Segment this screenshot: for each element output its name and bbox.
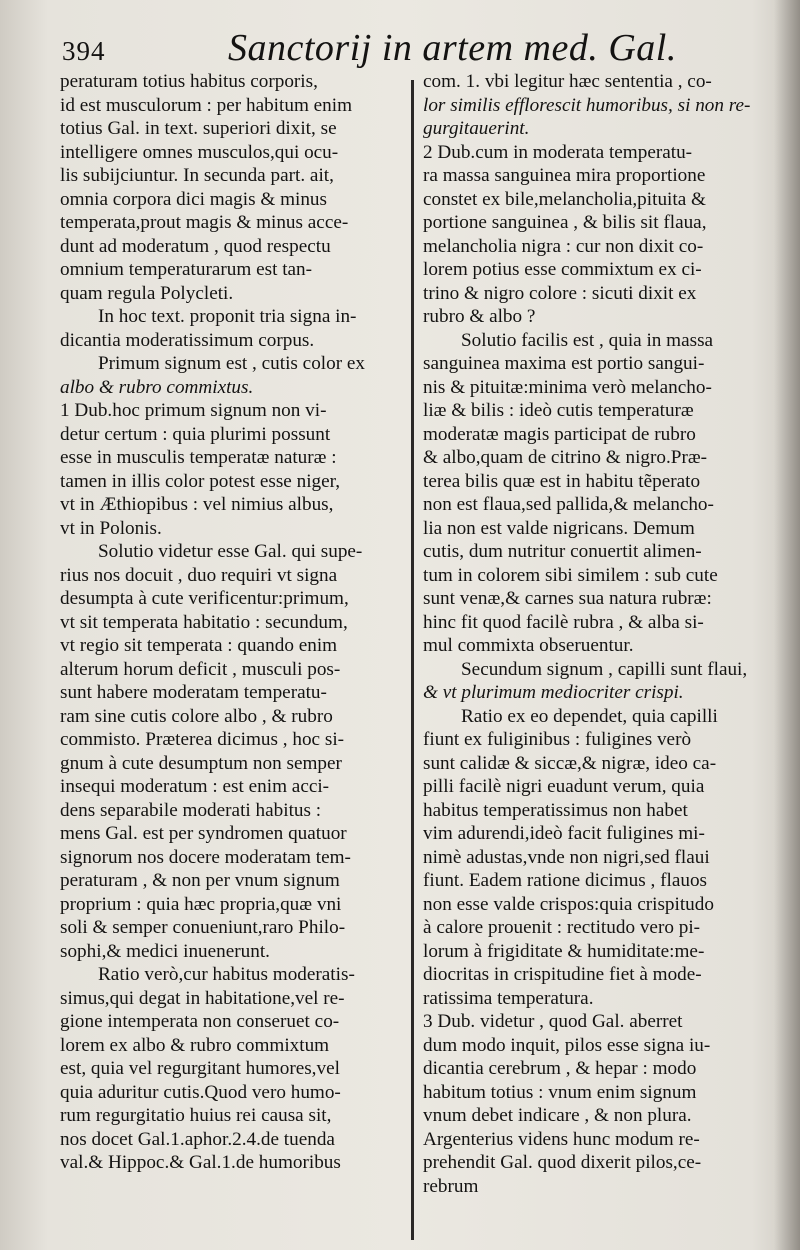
text-line: vt sit temperata habitatio : secundum,	[60, 611, 348, 633]
text-line: commisto. Præterea dicimus , hoc si-	[60, 729, 345, 750]
text-line: 2 Dub.cum in moderata temperatu-	[423, 141, 693, 163]
text-line: 1 Dub.hoc primum signum non vi-	[60, 400, 327, 421]
text-line: moderatæ magis participat de rubro	[423, 423, 696, 445]
text-line: rebrum	[423, 1175, 479, 1197]
text-line: lorem ex albo & rubro commixtum	[60, 1034, 330, 1056]
text-line: habitus temperatissimus non habet	[423, 799, 688, 821]
text-line: rubro & albo ?	[423, 306, 536, 327]
running-title: Sanctorij in artem med. Gal.	[228, 27, 677, 69]
text-line: diocritas in crispitudine fiet à mode-	[423, 964, 702, 985]
text-line: Secundum signum , capilli sunt flaui,	[461, 658, 748, 680]
text-line: dens separabile moderati habitus :	[60, 799, 322, 821]
text-line: Ratio ex eo dependet, quia capilli	[461, 705, 718, 727]
text-line: tum in colorem sibi similem : sub cute	[423, 564, 718, 586]
text-line: nimè adustas,vnde non nigri,sed flaui	[423, 846, 710, 868]
text-line: Solutio facilis est , quia in massa	[461, 329, 714, 351]
text-line: ram sine cutis colore albo , & rubro	[60, 705, 333, 727]
text-line: desumpta à cute verificentur:primum,	[60, 588, 349, 609]
text-line: detur certum : quia plurimi possunt	[60, 423, 331, 445]
text-line: rius nos docuit , duo requiri vt signa	[60, 564, 338, 586]
text-line: Argenterius videns hunc modum re-	[423, 1128, 700, 1150]
text-line: tamen in illis color potest esse niger,	[60, 470, 341, 492]
text-line: id est musculorum : per habitum enim	[60, 94, 353, 116]
text-line: est, quia vel regurgitant humores,vel	[60, 1058, 340, 1079]
text-line: mul commixta obseruentur.	[423, 635, 634, 656]
text-line: lorem potius esse commixtum ex ci-	[423, 259, 702, 280]
text-line: peraturam totius habitus corporis,	[60, 71, 318, 92]
text-line: intelligere omnes musculos,qui ocu-	[60, 141, 339, 163]
text-line: simus,qui degat in habitatione,vel re-	[60, 987, 345, 1009]
text-line: temperata,prout magis & minus acce-	[60, 212, 349, 233]
text-line: gnum à cute desumptum non semper	[60, 752, 342, 774]
text-line: lorum à frigiditate & humiditate:me-	[423, 940, 705, 962]
text-line: & vt plurimum mediocriter crispi.	[423, 682, 684, 703]
text-line: dicantia cerebrum , & hepar : modo	[423, 1058, 697, 1079]
text-line: albo & rubro commixtus.	[60, 376, 254, 398]
text-line: dicantia moderatissimum corpus.	[60, 329, 315, 351]
text-line: constet ex bile,melancholia,pituita &	[423, 188, 706, 210]
right-column	[423, 70, 769, 1198]
column-divider	[411, 80, 414, 1240]
text-line: prehendit Gal. quod dixerit pilos,ce-	[423, 1152, 702, 1173]
text-line: lis subijciuntur. In secunda part. ait,	[60, 165, 334, 186]
text-line: soli & semper conueniunt,raro Philo-	[60, 917, 346, 938]
text-line: quam regula Polycleti.	[60, 282, 234, 304]
text-line: com. 1. vbi legitur hæc sententia , co-	[423, 71, 712, 92]
text-line: mens Gal. est per syndromen quatuor	[60, 823, 347, 844]
text-line: Primum signum est , cutis color ex	[98, 353, 366, 374]
text-line: Solutio videtur esse Gal. qui supe-	[98, 541, 363, 562]
text-line: ratissima temperatura.	[423, 987, 594, 1009]
text-line: ra massa sanguinea mira proportione	[423, 165, 706, 186]
text-line: omnium temperaturarum est tan-	[60, 259, 313, 280]
text-line: terea bilis quæ est in habitu tẽperato	[423, 470, 701, 492]
text-line: nos docet Gal.1.aphor.2.4.de tuenda	[60, 1128, 335, 1150]
text-line: melancholia nigra : cur non dixit co-	[423, 235, 704, 257]
text-line: cutis, dum nutritur conuertit alimen-	[423, 541, 702, 562]
text-line: signorum nos docere moderatam tem-	[60, 846, 351, 868]
page-header	[0, 0, 800, 80]
text-line: vt regio sit temperata : quando enim	[60, 635, 338, 656]
text-line: sunt venæ,& carnes sua natura rubræ:	[423, 588, 712, 609]
text-line: lor similis efflorescit humoribus, si non re-	[423, 94, 751, 116]
text-line: & albo,quam de citrino & nigro.Præ-	[423, 447, 708, 468]
text-line: hinc fit quod facilè rubra , & alba si-	[423, 611, 704, 633]
text-line: liæ & bilis : ideò cutis temperaturæ	[423, 400, 694, 421]
text-line: non esse valde crispos:quia crispitudo	[423, 893, 714, 915]
text-line: omnia corpora dici magis & minus	[60, 188, 327, 210]
text-line: esse in musculis temperatæ naturæ :	[60, 447, 337, 468]
page-edge-shadow	[774, 0, 800, 1250]
text-line: lia non est valde nigricans. Demum	[423, 517, 695, 539]
text-line: fiunt ex fuliginibus : fuligines verò	[423, 729, 692, 750]
text-line: non est flaua,sed pallida,& melancho-	[423, 494, 714, 515]
text-line: portione sanguinea , & bilis sit flaua,	[423, 212, 707, 233]
text-line: Ratio verò,cur habitus moderatis-	[98, 964, 355, 985]
text-line: val.& Hippoc.& Gal.1.de humoribus	[60, 1152, 341, 1173]
text-line: peraturam , & non per vnum signum	[60, 870, 340, 891]
text-line: trino & nigro colore : sicuti dixit ex	[423, 282, 697, 304]
text-line: alterum horum deficit , musculi pos-	[60, 658, 341, 680]
text-line: vt in Polonis.	[60, 517, 162, 539]
text-line: totius Gal. in text. superiori dixit, se	[60, 118, 337, 139]
text-line: quia aduritur cutis.Quod vero humo-	[60, 1081, 341, 1103]
text-line: In hoc text. proponit tria signa in-	[98, 306, 357, 327]
text-line: sunt calidæ & siccæ,& nigræ, ideo ca-	[423, 752, 717, 774]
text-line: vnum debet indicare , & non plura.	[423, 1105, 692, 1126]
text-line: vt in Æthiopibus : vel nimius albus,	[60, 494, 334, 515]
text-line: dunt ad moderatum , quod respectu	[60, 235, 331, 257]
text-line: gione intemperata non conseruet co-	[60, 1011, 340, 1032]
text-line: gurgitauerint.	[423, 118, 530, 139]
text-line: à calore prouenit : rectitudo vero pi-	[423, 917, 701, 938]
text-line: dum modo inquit, pilos esse signa iu-	[423, 1034, 711, 1056]
text-line: sunt habere moderatam temperatu-	[60, 682, 327, 703]
text-line: insequi moderatum : est enim acci-	[60, 776, 330, 797]
text-line: sanguinea maxima est portio sangui-	[423, 353, 705, 374]
page-number: 394	[62, 36, 106, 66]
text-line: nis & pituitæ:minima verò melancho-	[423, 376, 712, 398]
text-line: vim adurendi,ideò facit fuligines mi-	[423, 823, 705, 844]
text-line: fiunt. Eadem ratione dicimus , flauos	[423, 870, 708, 891]
text-line: rum regurgitatio huius rei causa sit,	[60, 1105, 332, 1126]
text-line: 3 Dub. videtur , quod Gal. aberret	[423, 1011, 683, 1032]
text-line: habitum totius : vnum enim signum	[423, 1081, 697, 1103]
left-column	[60, 70, 400, 1175]
text-line: sophi,& medici inuenerunt.	[60, 940, 270, 962]
text-line: pilli facilè nigri euadunt verum, quia	[423, 776, 705, 797]
text-line: proprium : quia hæc propria,quæ vni	[60, 893, 342, 915]
